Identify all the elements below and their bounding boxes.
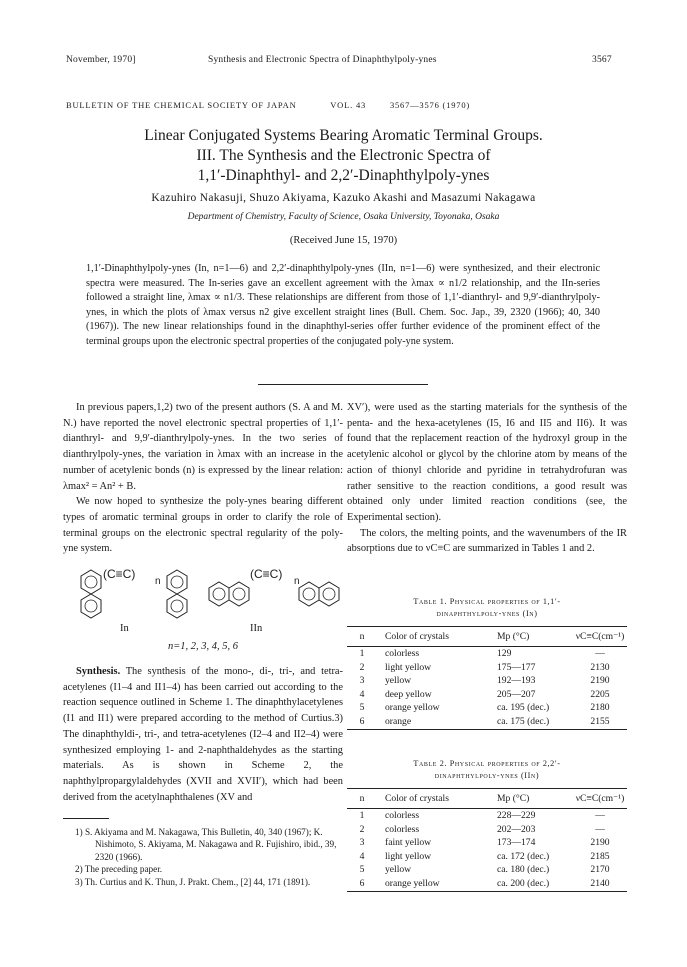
intro-paragraph-1: In previous papers,1,2) two of the present authors (S. A and M. N.) have reported the novel electronic spectral properties of 1,1′-dianthryl- and 9,9′-dianthrylpoly-ynes. In the two series of dianthrylpoly-ynes, the variation in λmax with an increase in the number of acetylenic bonds (n) is expressed by the linear relation: λmax² = An² + B.	[63, 402, 343, 492]
left-column-top	[63, 400, 343, 557]
table1-col-color: Color of crystals	[377, 627, 483, 647]
table1-col-n: n	[347, 627, 377, 647]
table-cell: faint yellow	[385, 837, 432, 849]
table-row	[347, 863, 627, 877]
footnote-1: 1) S. Akiyama and M. Nakagawa, This Bulletin, 40, 340 (1967); K. Nishimoto, S. Akiyama, M. Nakagawa and R. Fujishiro, ibid., 39, 2320 (1966).	[75, 827, 337, 862]
table-cell: 2	[359, 823, 365, 835]
scheme-chain-2-subscript: n	[294, 576, 300, 587]
journal-line	[66, 100, 470, 110]
table-cell: 2180	[590, 702, 610, 714]
table-cell: 205—207	[497, 688, 536, 700]
table-cell: deep yellow	[385, 688, 432, 700]
table2	[347, 788, 627, 892]
table-cell: 173—174	[497, 837, 536, 849]
table-cell: colorless	[385, 823, 420, 835]
scheme-chain-2: (C≡C)	[250, 567, 283, 581]
section-divider	[258, 384, 428, 385]
table-cell: 202—203	[497, 823, 536, 835]
footnote-rule	[63, 818, 109, 819]
table2-caption-line2: dinaphthylpoly-ynes (IIn)	[434, 771, 540, 780]
table-row	[347, 823, 627, 837]
authors: Kazuhiro Nakasuji, Shuzo Akiyama, Kazuko Akashi and Masazumi Nakagawa	[151, 192, 536, 204]
table-cell: ca. 195 (dec.)	[497, 702, 550, 714]
table-cell: 228—229	[497, 810, 536, 821]
table-cell: 2185	[590, 850, 610, 862]
page-number: 3567	[592, 55, 612, 65]
footnote-2: 2) The preceding paper.	[75, 864, 163, 875]
table-cell: —	[595, 823, 605, 835]
affiliation: Department of Chemistry, Faculty of Science, Osaka University, Toyonaka, Osaka	[187, 212, 500, 222]
table1-caption-line2: dinaphthylpoly-ynes (In)	[436, 609, 538, 618]
table-cell: yellow	[385, 675, 412, 687]
intro-paragraph-2: We now hoped to synthesize the poly-ynes bearing different types of aromatic terminal groups in order to clarify the role of terminal groups on the electronic spectral regularity of the poly-yne system.	[63, 496, 343, 555]
table2-col-n: n	[347, 789, 377, 809]
table-cell: 2130	[590, 661, 610, 673]
table-cell: 6	[347, 715, 377, 729]
scheme-n-values: n=1, 2, 3, 4, 5, 6	[167, 641, 239, 652]
table-cell: orange yellow	[385, 702, 440, 714]
table-cell: 3	[359, 675, 365, 687]
table-cell: 2170	[590, 864, 610, 876]
structure-label-i: In	[120, 623, 129, 634]
table-cell: 2140	[573, 877, 627, 891]
header-date: November, 1970]	[66, 55, 136, 65]
table-cell: 2155	[573, 715, 627, 729]
table1-col-ir: νC≡C(cm⁻¹)	[573, 627, 627, 647]
table-row	[347, 674, 627, 688]
table-cell: 5	[359, 864, 365, 876]
structure-label-ii: IIn	[250, 623, 263, 634]
table1-col-mp: Mp (°C)	[483, 627, 573, 647]
table-cell: 4	[359, 688, 365, 700]
table-row	[347, 715, 627, 729]
table-row	[347, 701, 627, 715]
table2-col-ir: νC≡C(cm⁻¹)	[573, 789, 627, 809]
table1	[347, 626, 627, 730]
synthesis-heading: Synthesis.	[76, 666, 121, 677]
table-cell: 2	[359, 661, 365, 673]
title-line-3: 1,1′-Dinaphthyl- and 2,2′-Dinaphthylpoly-ynes	[197, 167, 490, 184]
table-cell: 129	[497, 648, 512, 659]
table-cell: orange yellow	[377, 877, 483, 891]
title-line-2: III. The Synthesis and the Electronic Spectra of	[196, 147, 491, 164]
table-cell: yellow	[385, 864, 412, 876]
table2-col-color: Color of crystals	[377, 789, 483, 809]
table-row	[347, 836, 627, 850]
title-line-1: Linear Conjugated Systems Bearing Aromatic Terminal Groups.	[144, 127, 543, 144]
journal-name: BULLETIN OF THE CHEMICAL SOCIETY OF JAPAN	[66, 100, 297, 110]
table-cell: light yellow	[385, 850, 432, 862]
table-cell: ca. 172 (dec.)	[497, 850, 550, 862]
table-row	[347, 850, 627, 864]
table-cell: 2190	[590, 837, 610, 849]
dinaphthylpolyyne-structures	[63, 560, 343, 635]
abstract: 1,1′-Dinaphthylpoly-ynes (In, n=1—6) and 2,2′-dinaphthylpoly-ynes (IIn, n=1—6) were synthesized, and their electronic spectra were measured. The In-series gave an excellent agreement with the λmax ∝ n1/2 relationship, and the IIn-series followed a straight line, λmax ∝ n1/3. These relationships are different from those of 1,1′-dianthryl- and 9,9′-dianthrylpoly-ynes, in which the plots of λmax versus n2 give excellent straight lines (Bull. Chem. Soc. Jap., 39, 2320 (1966); 40, 340 (1967)). The new linear relationships found in the dinaphthyl-series offer further evidence of the prominent effect of the terminal groups upon the electronic spectral properties of the conjugated poly-yne system.	[86, 263, 600, 347]
table2-caption-line1: Table 2. Physical properties of 2,2′-	[413, 759, 561, 768]
table-cell: 192—193	[497, 675, 536, 687]
table-cell: light yellow	[385, 661, 432, 673]
table1-caption-line1: Table 1. Physical properties of 1,1′-	[413, 597, 561, 606]
received-date: (Received June 15, 1970)	[289, 235, 398, 246]
scheme-chain-1: (C≡C)	[103, 567, 136, 581]
table1-header-row	[347, 627, 627, 647]
table-row	[347, 661, 627, 675]
table-cell: ca. 180 (dec.)	[497, 864, 550, 876]
table-cell: 3	[359, 837, 365, 849]
right-column-text	[347, 400, 627, 557]
table-cell: orange	[377, 715, 483, 729]
table-row	[347, 877, 627, 891]
table-cell: 6	[347, 877, 377, 891]
footnote-3: 3) Th. Curtius and K. Thun, J. Prakt. Chem., [2] 44, 171 (1891).	[75, 876, 311, 887]
table2-header-row	[347, 789, 627, 809]
journal-pages: 3567—3576 (1970)	[389, 100, 471, 110]
table-cell: 1	[359, 810, 365, 821]
table-cell: 4	[359, 850, 365, 862]
table-cell: 2205	[590, 688, 610, 700]
table-cell: 2190	[590, 675, 610, 687]
table-cell: 175—177	[497, 661, 536, 673]
running-title: Synthesis and Electronic Spectra of Dinaphthylpoly-ynes	[208, 55, 437, 65]
table-cell: 5	[359, 702, 365, 714]
left-column-bottom	[63, 664, 343, 805]
table-cell: ca. 200 (dec.)	[483, 877, 573, 891]
footnotes	[63, 826, 343, 888]
right-paragraph-2: The colors, the melting points, and the wavenumbers of the IR absorptions due to νC≡C are summarized in Tables 1 and 2.	[347, 527, 627, 555]
scheme-chain-1-subscript: n	[155, 576, 161, 587]
synthesis-paragraph: The synthesis of the mono-, di-, tri-, and tetra-acetylenes (I1–4 and II1–4) has been carried out according to the reaction sequence outlined in Scheme 1. The dinaphthylacetylenes (I1 and II1) were prepared according to the method of Curtius.3) The dinaphthyldi-, tri-, and tetra-acetylenes (I2–4 and II2–4) were synthesized employing 1- and 2-naphthaldehydes as the starting materials. As is shown in Scheme 2, the naphthylpropargylaldehydes (XVII and XVII′), which had been derived from the acetylnaphthalenes (XV and	[63, 666, 343, 803]
table1-caption	[347, 596, 627, 620]
table-row	[347, 647, 627, 661]
table-cell: colorless	[385, 648, 420, 659]
table-row	[347, 688, 627, 702]
table2-caption	[347, 758, 627, 782]
table-cell: ca. 175 (dec.)	[483, 715, 573, 729]
table-cell: 1	[359, 648, 365, 659]
table-row	[347, 809, 627, 823]
table-cell: —	[595, 810, 605, 821]
right-paragraph-1: XV′), were used as the starting materials for the synthesis of the penta- and the hexa-acetylenes (I5, I6 and II5 and II6). It was found that the replacement reaction of the hydroxyl group in the acetylenic alcohol or glycol by the chlorine atom by means of the action of thionyl chloride and pyridine in tetrahydrofuran was rather sensitive to the reaction conditions, a good result was obtained only under limited reaction conditions (see, the Experimental section).	[347, 402, 627, 523]
table-cell: —	[595, 648, 605, 659]
table-cell: colorless	[385, 810, 420, 821]
table2-col-mp: Mp (°C)	[483, 789, 573, 809]
journal-volume: VOL. 43	[330, 100, 367, 110]
